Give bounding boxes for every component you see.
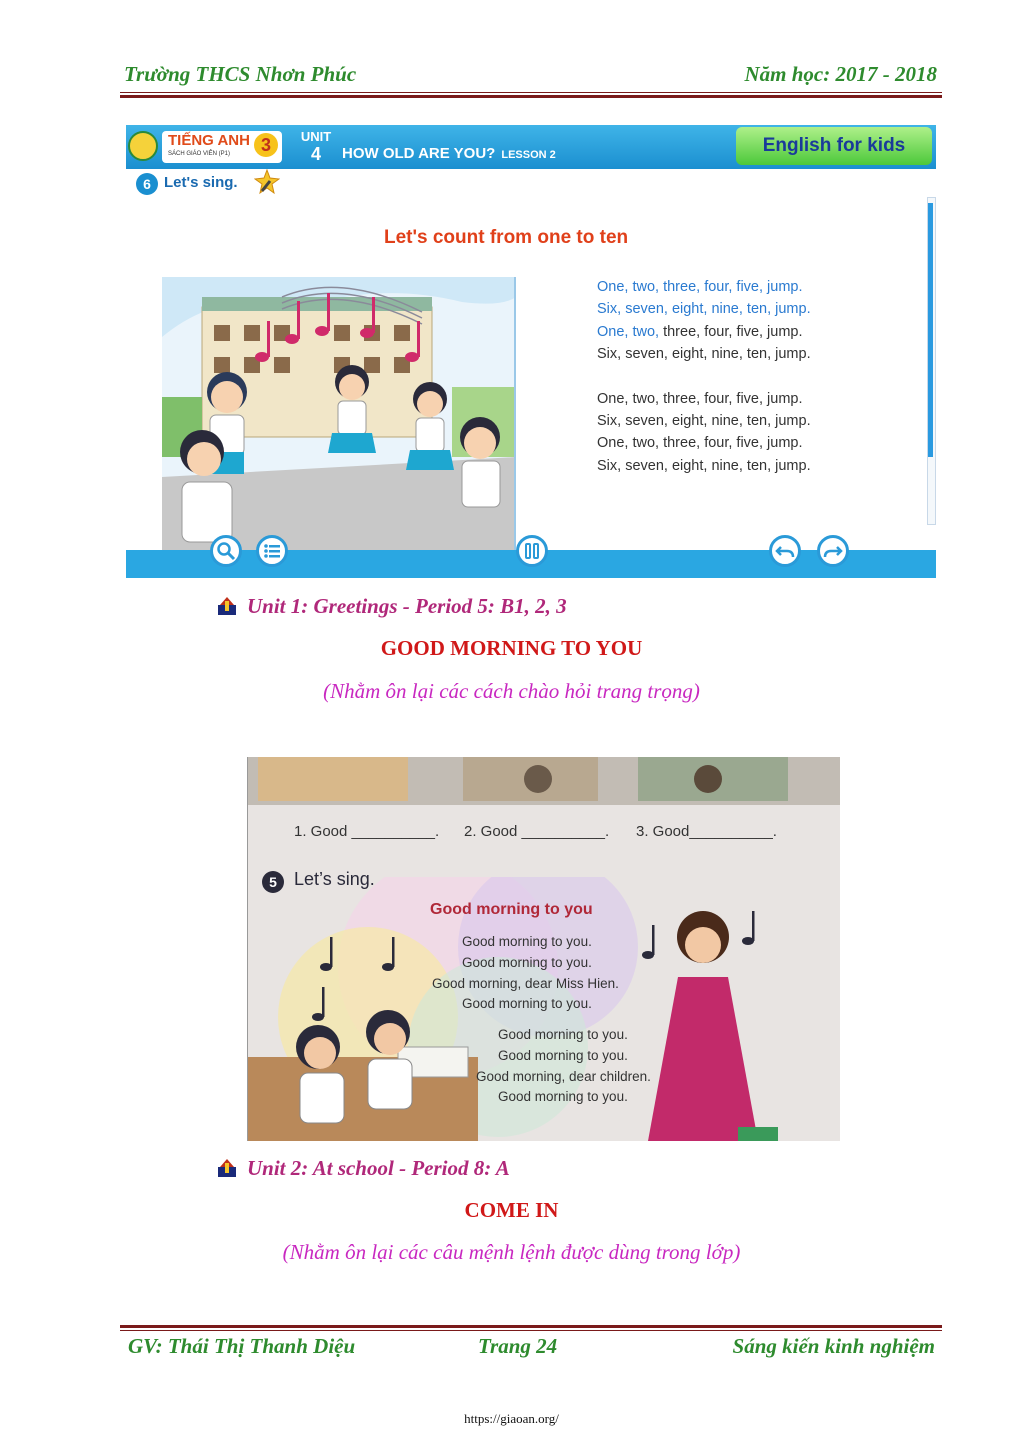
section2-unit: Unit 2: At school - Period 8: A xyxy=(247,1156,510,1180)
blank-3: 3. Good__________. xyxy=(636,823,777,840)
lyric-line: One, two, three, four, five, jump. xyxy=(597,435,803,452)
unit-label: UNIT xyxy=(300,129,332,144)
top-pictures-strip xyxy=(248,757,840,805)
lyric-line: Good morning to you. xyxy=(462,934,592,949)
redo-arrow-icon xyxy=(823,541,843,561)
unit-title xyxy=(342,145,556,162)
lyric-line: Good morning to you. xyxy=(498,1089,628,1105)
back-button[interactable] xyxy=(769,535,801,567)
verse-gap xyxy=(597,366,897,388)
lyric-rest: three, four, five, jump. xyxy=(659,323,803,340)
top-bar xyxy=(126,125,936,169)
footer-teacher: GV: Thái Thị Thanh Diệu xyxy=(128,1334,356,1358)
bullet-arrow-icon xyxy=(218,597,236,615)
logo-box xyxy=(162,131,282,163)
footer-rule-thin xyxy=(120,1330,942,1331)
lyric-line: Six, seven, eight, nine, ten, jump. xyxy=(597,413,811,430)
song-lyrics xyxy=(597,276,897,477)
lyric-line: Six, seven, eight, nine, ten, jump. xyxy=(597,346,811,363)
activity-number: 6 xyxy=(136,173,158,195)
search-icon xyxy=(216,541,236,561)
top-pictures-illustration xyxy=(248,757,840,805)
blank-1: 1. Good __________. xyxy=(294,823,440,840)
lyric-line: Good morning to you. xyxy=(462,996,592,1012)
logo-title: TIẾNG ANH xyxy=(168,132,250,149)
pause-button[interactable] xyxy=(516,535,548,567)
zoom-button[interactable] xyxy=(210,535,242,567)
logo-grade: 3 xyxy=(254,133,278,157)
header-school: Trường THCS Nhơn Phúc xyxy=(124,62,357,86)
lyric-line: Good morning to you. xyxy=(498,1027,628,1042)
lyric-line: Good morning, dear children. xyxy=(476,1068,651,1084)
lesson-label: LESSON 2 xyxy=(501,149,556,161)
logo-subtitle: SÁCH GIÁO VIÊN (P1) xyxy=(168,151,231,157)
lyric-line: Six, seven, eight, nine, ten, jump. xyxy=(597,457,811,474)
list-icon xyxy=(262,541,282,561)
lyric-line: One, two, three, four, five, jump. xyxy=(597,279,803,295)
verse-1 xyxy=(432,932,619,1015)
section1-title: GOOD MORNING TO YOU xyxy=(380,636,643,660)
section1-note: (Nhằm ôn lại các cách chào hỏi trang trọng) xyxy=(323,679,700,703)
english-for-kids-button[interactable]: English for kids xyxy=(736,127,932,165)
footer-title: Sáng kiến kinh nghiệm xyxy=(732,1334,935,1358)
unit-title-text: HOW OLD ARE YOU? xyxy=(342,145,496,162)
book-logo-icon xyxy=(128,131,158,161)
header-rule-thick xyxy=(120,95,942,98)
song-title: Good morning to you xyxy=(430,901,593,918)
lyric-line: Good morning to you. xyxy=(462,954,592,970)
section2-note: (Nhằm ôn lại các câu mệnh lệnh được dùng trong lớp) xyxy=(282,1240,741,1264)
song-title: Let's count from one to ten xyxy=(384,227,629,248)
footer-page: Trang 24 xyxy=(478,1334,558,1358)
activity-number: 5 xyxy=(262,871,284,893)
lyric-line: Good morning, dear Miss Hien. xyxy=(432,975,619,991)
section1-unit: Unit 1: Greetings - Period 5: B1, 2, 3 xyxy=(247,594,567,618)
header-year: Năm học: 2017 - 2018 xyxy=(744,62,937,86)
blank-2: 2. Good __________. xyxy=(464,823,610,840)
lyric-line xyxy=(597,321,897,343)
menu-button[interactable] xyxy=(256,535,288,567)
lyric-highlight: One, two, xyxy=(597,323,660,340)
header-rule-thin xyxy=(120,92,942,93)
source-url[interactable]: https://giaoan.org/ xyxy=(464,1411,559,1426)
undo-arrow-icon xyxy=(775,541,795,561)
forward-button[interactable] xyxy=(817,535,849,567)
pause-icon xyxy=(522,541,542,561)
lyric-line: One, two, three, four, five, jump. xyxy=(597,390,803,407)
section2-title: COME IN xyxy=(464,1198,559,1222)
footer-rule-thick xyxy=(120,1325,942,1328)
verse-2 xyxy=(476,1025,651,1108)
lyric-line: Six, seven, eight, nine, ten, jump. xyxy=(597,301,811,318)
bullet-arrow-icon xyxy=(218,1159,236,1177)
activity-label: Let's sing. xyxy=(164,174,238,191)
sparkle-mic-icon xyxy=(254,169,280,195)
scrollbar-thumb[interactable] xyxy=(928,203,933,457)
children-jumping-illustration xyxy=(162,277,516,552)
unit-box xyxy=(296,127,336,167)
activity-label: Let’s sing. xyxy=(294,869,375,889)
unit-number: 4 xyxy=(310,144,321,164)
lesson-screenshot-1 xyxy=(126,125,936,578)
lyric-line: Good morning to you. xyxy=(498,1047,628,1063)
lesson-screenshot-2 xyxy=(247,757,840,1141)
